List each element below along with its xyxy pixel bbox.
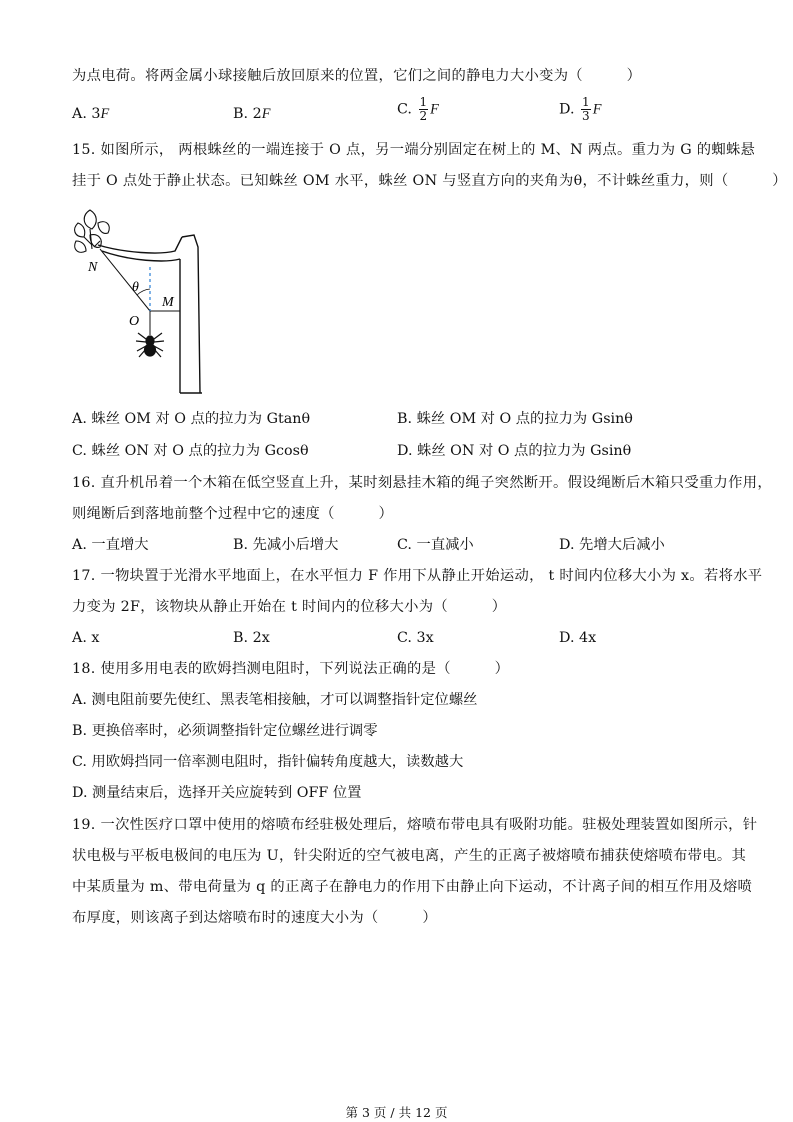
q16-stem-line1: 16. 直升机吊着一个木箱在低空竖直上升，某时刻悬挂木箱的绳子突然断开。假设绳断后木箱只受重力作用， xyxy=(72,475,772,491)
q18-option-c: C. 用欧姆挡同一倍率测电阻时，指针偏转角度越大，读数越大 xyxy=(72,754,464,770)
q14-option-b: B. 2F xyxy=(233,106,271,122)
q17-option-a: A. x xyxy=(72,630,100,646)
q14-option-c: C. $\frac{1}{2}$ F xyxy=(397,95,439,123)
q19-stem-line4: 布厚度，则该离子到达熔喷布时的速度大小为（ ） xyxy=(72,910,437,926)
q19-stem-line2: 状电极与平板电极间的电压为 U，针尖附近的空气被电离，产生的正离子被熔喷布捕获使熔喷布带电。其 xyxy=(72,848,747,864)
q16-option-d: D. 先增大后减小 xyxy=(559,537,665,553)
q15-stem-line2: 挂于 O 点处于静止状态。已知蛛丝 OM 水平，蛛丝 ON 与竖直方向的夹角为θ，不计蛛丝重力，则（ ） xyxy=(72,173,787,189)
q16-stem-line2: 则绳断后到落地前整个过程中它的速度（ ） xyxy=(72,506,394,522)
q14-option-a: A. 3F xyxy=(72,106,110,122)
q15-option-b: B. 蛛丝 OM 对 O 点的拉力为 Gsinθ xyxy=(397,411,633,427)
q17-option-b: B. 2x xyxy=(233,630,270,646)
q18-option-b: B. 更换倍率时，必须调整指针定位螺丝进行调零 xyxy=(72,723,378,739)
spider-tree-figure xyxy=(70,205,220,400)
label-n: N xyxy=(88,260,98,275)
q14-options xyxy=(72,95,732,136)
q17-option-c: C. 3x xyxy=(397,630,434,646)
q15-stem-line1: 15. 如图所示， 两根蛛丝的一端连接于 O 点，另一端分别固定在树上的 M、N 两点。重力为 G 的蜘蛛悬 xyxy=(72,142,756,158)
q16-option-c: C. 一直减小 xyxy=(397,537,474,553)
label-o: O xyxy=(129,314,140,329)
q17-options xyxy=(72,628,732,650)
q15-option-d: D. 蛛丝 ON 对 O 点的拉力为 Gsinθ xyxy=(397,443,632,459)
q17-option-d: D. 4x xyxy=(559,630,597,646)
q19-stem-line1: 19. 一次性医疗口罩中使用的熔喷布经驻极处理后，熔喷布带电具有吸附功能。驻极处理装置如图所示，针 xyxy=(72,817,758,833)
q16-options xyxy=(72,535,732,557)
q15-option-a: A. 蛛丝 OM 对 O 点的拉力为 Gtanθ xyxy=(72,411,311,427)
fraction-one-half: $\frac{1}{2}$ xyxy=(419,95,428,123)
q14-stem: 为点电荷。将两金属小球接触后放回原来的位置，它们之间的静电力大小变为（ ） xyxy=(72,68,642,84)
page-footer: 第 3 页 / 共 12 页 xyxy=(345,1105,448,1120)
q16-option-b: B. 先减小后增大 xyxy=(233,537,339,553)
q14-option-d: D. $\frac{1}{3}$ F xyxy=(559,95,602,123)
q18-stem: 18. 使用多用电表的欧姆挡测电阻时，下列说法正确的是（ ） xyxy=(72,661,510,677)
label-m: M xyxy=(162,295,174,310)
q19-stem-line3: 中某质量为 m、带电荷量为 q 的正离子在静电力的作用下由静止向下运动，不计离子间的相互作用及熔喷 xyxy=(72,879,753,895)
q16-option-a: A. 一直增大 xyxy=(72,537,149,553)
q17-stem-line2: 力变为 2F，该物块从静止开始在 t 时间内的位移大小为（ ） xyxy=(72,599,507,615)
spider-diagram xyxy=(70,205,220,400)
label-theta: θ xyxy=(132,280,139,295)
leaf-cluster-icon xyxy=(75,210,110,252)
fraction-one-third: $\frac{1}{3}$ xyxy=(582,95,590,123)
q15-option-c: C. 蛛丝 ON 对 O 点的拉力为 Gcosθ xyxy=(72,443,309,459)
q17-stem-line1: 17. 一物块置于光滑水平地面上，在水平恒力 F 作用下从静止开始运动， t 时间内位移大小为 x。若将水平 xyxy=(72,568,763,584)
q18-option-d: D. 测量结束后，选择开关应旋转到 OFF 位置 xyxy=(72,785,362,801)
q18-option-a: A. 测电阻前要先使红、黑表笔相接触，才可以调整指针定位螺丝 xyxy=(72,692,478,708)
spider-icon xyxy=(136,333,164,357)
